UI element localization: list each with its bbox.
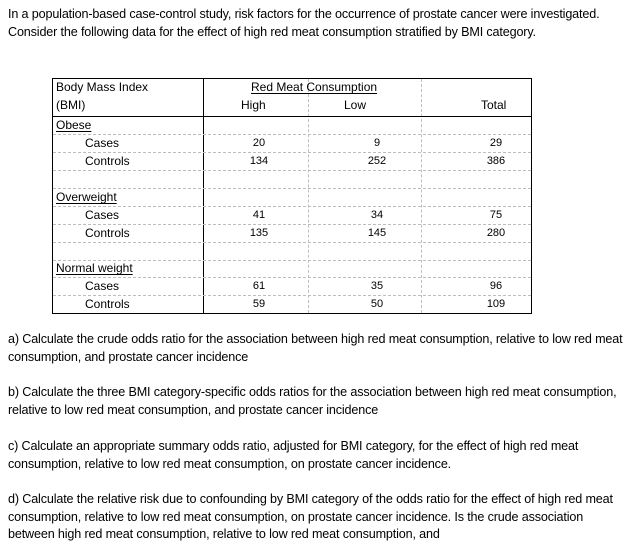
row-rule — [53, 134, 531, 135]
cell-normal-controls-total: 109 — [486, 298, 506, 310]
cell-overweight-cases-low: 34 — [370, 209, 384, 221]
header-low: Low — [344, 98, 367, 112]
row-rule — [53, 206, 531, 207]
cell-overweight-controls-total: 280 — [486, 227, 506, 239]
row-rule — [53, 152, 531, 153]
header-total: Total — [481, 98, 507, 112]
row-label: Controls — [85, 154, 130, 168]
cell-obese-cases-low: 9 — [373, 137, 381, 149]
cell-overweight-cases-high: 41 — [252, 209, 266, 221]
intro-text: In a population-based case-control study, risk factors for the occurrence of prostate cancer were investigated. Consider the following data for the effect of high red meat consumption stratified by BMI category. — [8, 7, 600, 39]
question-c: c) Calculate an appropriate summary odds ratio, adjusted for BMI category, for the effect of high red meat consumption, relative to low red meat consumption, on prostate cancer incidence. — [8, 439, 579, 471]
row-label: Cases — [85, 208, 120, 222]
cell-obese-controls-high: 134 — [249, 155, 269, 167]
header-rule — [53, 116, 531, 117]
row-rule — [53, 242, 531, 243]
data-table — [52, 78, 532, 314]
cell-normal-cases-high: 61 — [252, 280, 266, 292]
row-label: Controls — [85, 226, 130, 240]
row-label: Controls — [85, 297, 130, 311]
row-rule — [53, 188, 531, 189]
cell-overweight-cases-total: 75 — [489, 209, 503, 221]
header-red-meat: Red Meat Consumption — [251, 80, 378, 94]
cell-obese-controls-total: 386 — [486, 155, 506, 167]
row-label: Cases — [85, 279, 120, 293]
question-a: a) Calculate the crude odds ratio for the association between high red meat consumption, relative to low red meat consumption, and prostate cancer incidence — [8, 332, 623, 364]
cell-normal-cases-total: 96 — [489, 280, 503, 292]
header-bmi-line1: Body Mass Index — [56, 80, 149, 94]
cell-overweight-controls-low: 145 — [367, 227, 387, 239]
cell-normal-controls-high: 59 — [252, 298, 266, 310]
stratum-obese: Obese — [56, 118, 92, 132]
row-rule — [53, 224, 531, 225]
row-rule — [53, 170, 531, 171]
cell-obese-controls-low: 252 — [367, 155, 387, 167]
cell-normal-controls-low: 50 — [370, 298, 384, 310]
question-b: b) Calculate the three BMI category-specific odds ratios for the association between high red meat consumption, relative to low red meat consumption, and prostate cancer incidence — [8, 385, 617, 417]
row-rule — [53, 277, 531, 278]
stratum-overweight: Overweight — [56, 190, 117, 204]
cell-normal-cases-low: 35 — [370, 280, 384, 292]
stratum-normal-weight: Normal weight — [56, 261, 133, 275]
question-d: d) Calculate the relative risk due to confounding by BMI category of the odds ratio for the effect of high red meat consumption, relative to low red meat consumption, on prostate cancer incidence. Is the crude association between high red meat consumption, relative to low red meat consumption, and — [8, 492, 613, 541]
cell-overweight-controls-high: 135 — [249, 227, 269, 239]
header-high: High — [241, 98, 266, 112]
cell-obese-cases-high: 20 — [252, 137, 266, 149]
cell-obese-cases-total: 29 — [489, 137, 503, 149]
header-bmi-line2: (BMI) — [56, 98, 86, 112]
row-label: Cases — [85, 136, 120, 150]
row-rule — [53, 295, 531, 296]
